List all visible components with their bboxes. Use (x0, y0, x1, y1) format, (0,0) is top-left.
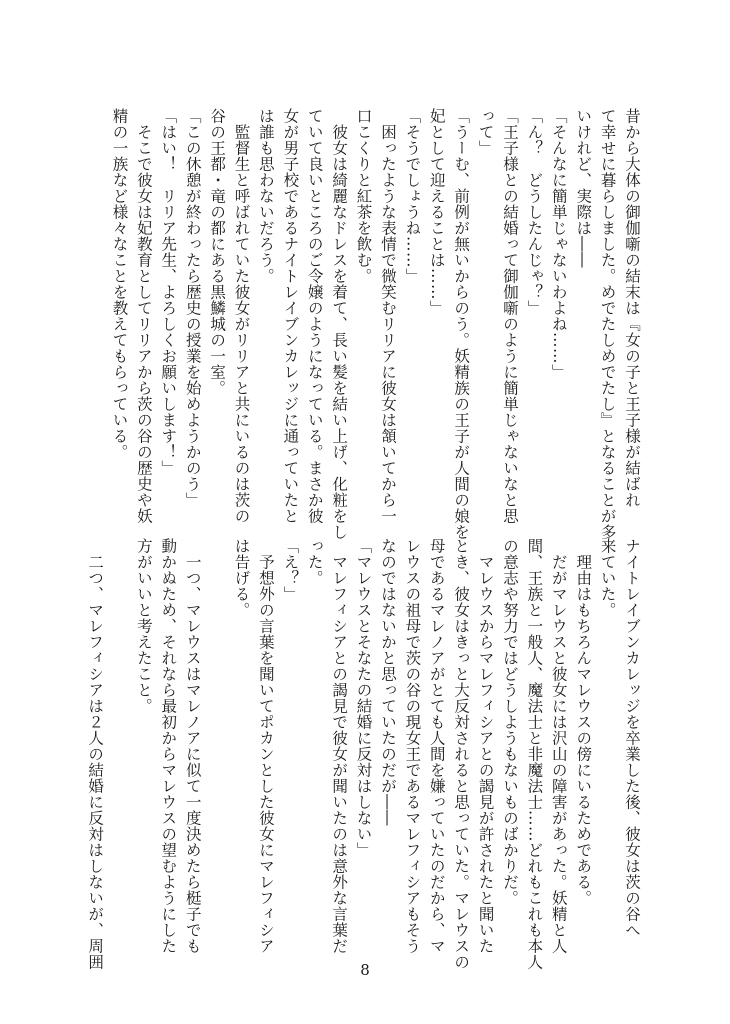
text-line: った。 (305, 538, 324, 586)
text-line: そこで彼女は妃教育としてリリアから茨の谷の歴史や妖 (134, 108, 153, 524)
text-line: 「マレウスとそなたの結婚に反対はしない」 (354, 538, 373, 858)
text-line: 母であるマレノアがとても人間を嫌っていたのだから、マ (427, 538, 446, 954)
text-line: 「そんなに簡単じゃないわよね……」 (549, 108, 568, 380)
text-line: マレフィシアとの謁見で彼女が聞いたのは意外な言葉だ (330, 538, 349, 954)
text-line: ナイトレイブンカレッジを卒業した後、彼女は茨の谷へ (623, 538, 641, 938)
text-line: なのではないかと思っていたのだが―― (378, 538, 397, 826)
text-line: 女が男子校であるナイトレイブンカレッジに通っていたと (281, 108, 300, 524)
text-line: ていて良いところのご令嬢のようになっている。まさか彼 (305, 108, 324, 524)
text-line: 来ていた。 (598, 538, 617, 618)
text-line: 彼女は綺麗なドレスを着て、長い髪を結い上げ、化粧をし (330, 108, 349, 540)
text-line: 昔から大体の御伽噺の結末は『女の子と王子様が結ばれ (623, 108, 641, 508)
text-line: レウスの祖母で茨の谷の現女王であるマレフィシアもそう (403, 538, 422, 954)
text-line: 「うーむ、前例が無いからのう。妖精族の王子が人間の娘を (452, 108, 471, 540)
text-line: 口こくりと紅茶を飲む。 (354, 108, 373, 284)
text-line: 「そうでしょうね……」 (403, 108, 422, 284)
text-line: とき、彼女はきっと大反対されると思っていた。マレウスの (452, 538, 471, 970)
text-line: だがマレウスと彼女には沢山の障害があった。妖精と人 (549, 538, 568, 954)
text-line: 「この休憩が終わったら歴史の授業を始めようかのう」 (183, 108, 202, 508)
text-line: 監督生と呼ばれていた彼女がリリアと共にいるのは茨の (232, 108, 251, 524)
text-line: 谷の王都・竜の都にある黒鱗城の一室。 (208, 108, 227, 396)
text-line: は告げる。 (232, 538, 251, 618)
text-line: マレウスからマレフィシアとの謁見が許されたと聞いた (476, 538, 495, 954)
text-block-top (107, 108, 644, 540)
text-line: いけれど、実際は―― (574, 108, 593, 268)
text-line: 一つ、マレウスはマレノアに似て一度決めたら梃子でも (183, 538, 202, 954)
text-block-bottom (83, 538, 644, 970)
page-number: 8 (360, 961, 370, 979)
text-line: 「え？」 (281, 538, 300, 602)
text-line: て幸せに暮らしました。めでたしめでたし』となることが多 (598, 108, 617, 540)
text-line: 動かぬため、それなら最初からマレウスの望むようにした (159, 538, 178, 954)
text-line: 理由はもちろんマレウスの傍にいるためである。 (574, 538, 593, 906)
text-line: 予想外の言葉を聞いてポカンとした彼女にマレフィシア (256, 538, 275, 954)
text-line (107, 538, 131, 938)
text-line: って」 (476, 108, 495, 156)
text-line: 妃として迎えることは……」 (427, 108, 446, 316)
text-line: 「はい！ リリア先生、よろしくお願いします！」 (159, 108, 178, 476)
text-line: 方がいいと考えたこと。 (134, 538, 153, 714)
text-line: 二つ、マレフィシアは２人の結婚に反対はしないが、周囲 (86, 538, 105, 970)
text-line: は誰も思わないだろう。 (256, 108, 275, 284)
text-line: 困ったような表情で微笑むリリアに彼女は頷いてから一 (378, 108, 397, 524)
text-line: 精の一族など様々なことを教えてもらっている。 (110, 108, 129, 460)
text-line: の意志や努力ではどうしようもないものばかりだ。 (500, 538, 519, 906)
text-line (205, 538, 229, 938)
text-line: 「ん？ どうしたんじゃ？」 (525, 108, 544, 316)
text-line: 間、王族と一般人、魔法士と非魔法士……どれもこれも本人 (525, 538, 544, 970)
text-line: 「王子様との結婚って御伽噺のように簡単じゃないなと思 (500, 108, 519, 524)
